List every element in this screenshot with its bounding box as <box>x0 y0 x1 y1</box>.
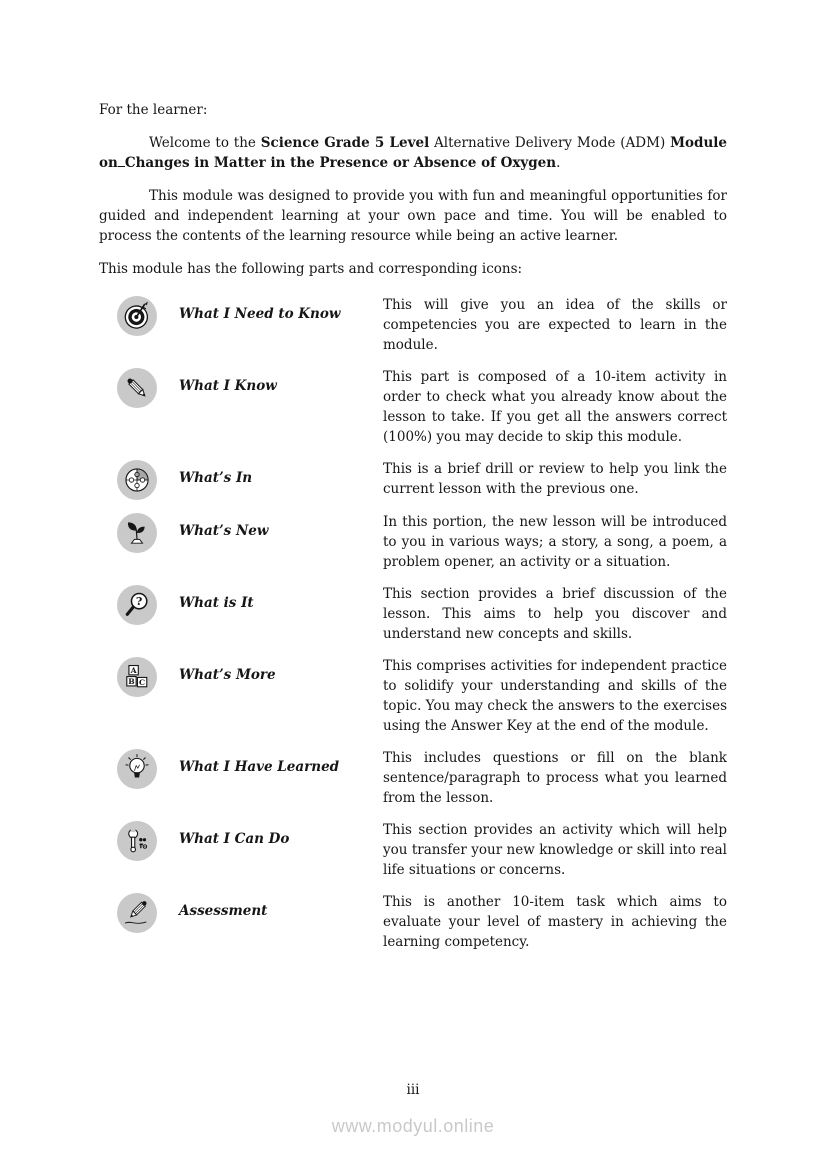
module-part-row <box>99 820 727 880</box>
module-name-bold-a: Module on <box>99 135 727 171</box>
part-description: This will give you an idea of the skills or competencies you are expected to learn in the module. <box>383 297 727 353</box>
underlined-space <box>118 154 125 168</box>
salutation: For the learner: <box>99 102 208 118</box>
module-part-row <box>99 748 727 808</box>
icon-cell <box>99 459 177 500</box>
module-name-bold-b: Changes in Matter in the Presence or Absence of Oxygen <box>124 155 557 171</box>
part-label: What I Can Do <box>179 831 290 847</box>
watermark: www.modyul.online <box>331 1116 495 1136</box>
part-label: What’s More <box>179 667 276 683</box>
icon-cell <box>99 892 177 952</box>
module-part-row <box>99 584 727 644</box>
svg-text:A: A <box>130 666 137 676</box>
pencil-writing-icon <box>117 893 157 933</box>
part-label: What I Know <box>179 378 277 394</box>
plant-icon <box>117 513 157 553</box>
magnifier-question-icon <box>117 585 157 625</box>
part-description: This section provides a brief discussion of the lesson. This aims to help you discover and understand new concepts and skills. <box>383 586 727 642</box>
welcome-mid: Alternative Delivery Mode (ADM) <box>429 135 671 151</box>
module-part-row <box>99 512 727 572</box>
svg-text:C: C <box>139 678 146 688</box>
welcome-pre: Welcome to the <box>149 135 261 151</box>
module-part-row <box>99 459 727 500</box>
icon-cell <box>99 748 177 808</box>
icon-cell <box>99 367 177 447</box>
welcome-paragraph <box>99 133 727 173</box>
module-part-row <box>99 656 727 736</box>
part-description: This section provides an activity which will help you transfer your new knowledge or skill into real life situations or concerns. <box>383 822 727 878</box>
part-description: This includes questions or fill on the blank sentence/paragraph to process what you learned from the lesson. <box>383 750 727 806</box>
abc-blocks-icon <box>117 657 157 697</box>
lightbulb-icon <box>117 749 157 789</box>
icon-cell <box>99 295 177 355</box>
page-number: iii <box>406 1082 420 1098</box>
pencil-icon <box>117 368 157 408</box>
icon-cell <box>99 512 177 572</box>
icon-cell <box>99 820 177 880</box>
target-icon <box>117 296 157 336</box>
module-title-bold: Science Grade 5 Level <box>260 135 430 151</box>
part-description: This part is composed of a 10-item activity in order to check what you already know about the lesson to take. If you get all the answers correct (100%) you may decide to skip this module. <box>383 369 727 445</box>
part-label: What I Need to Know <box>179 306 341 322</box>
part-description: In this portion, the new lesson will be introduced to you in various ways; a story, a song, a poem, a problem opener, an activity or a situation. <box>383 514 727 570</box>
part-label: What’s In <box>179 470 253 486</box>
module-part-row <box>99 892 727 952</box>
icon-cell <box>99 656 177 736</box>
module-parts-list <box>99 295 727 952</box>
design-paragraph: This module was designed to provide you with fun and meaningful opportunities for guided and independent learning at your own pace and time. You will be enabled to process the contents of the learning resource while being an active learner. <box>99 188 727 244</box>
part-label: What’s New <box>179 523 269 539</box>
svg-text:?: ? <box>135 595 143 608</box>
module-part-row <box>99 367 727 447</box>
svg-text:B: B <box>128 677 135 687</box>
part-description: This comprises activities for independent practice to solidify your understanding and skills of the topic. You may check the answers to the exercises using the Answer Key at the end of the module. <box>383 658 727 734</box>
puzzle-icon <box>117 460 157 500</box>
parts-intro: This module has the following parts and corresponding icons: <box>99 261 523 277</box>
wrench-icon <box>117 821 157 861</box>
part-description: This is a brief drill or review to help you link the current lesson with the previous one. <box>383 461 727 497</box>
part-label: Assessment <box>179 903 268 919</box>
part-description: This is another 10-item task which aims to evaluate your level of mastery in achieving the learning competency. <box>383 894 727 950</box>
part-label: What I Have Learned <box>179 759 340 775</box>
part-label: What is It <box>179 595 254 611</box>
icon-cell <box>99 584 177 644</box>
welcome-end: . <box>556 155 561 171</box>
module-part-row <box>99 295 727 355</box>
